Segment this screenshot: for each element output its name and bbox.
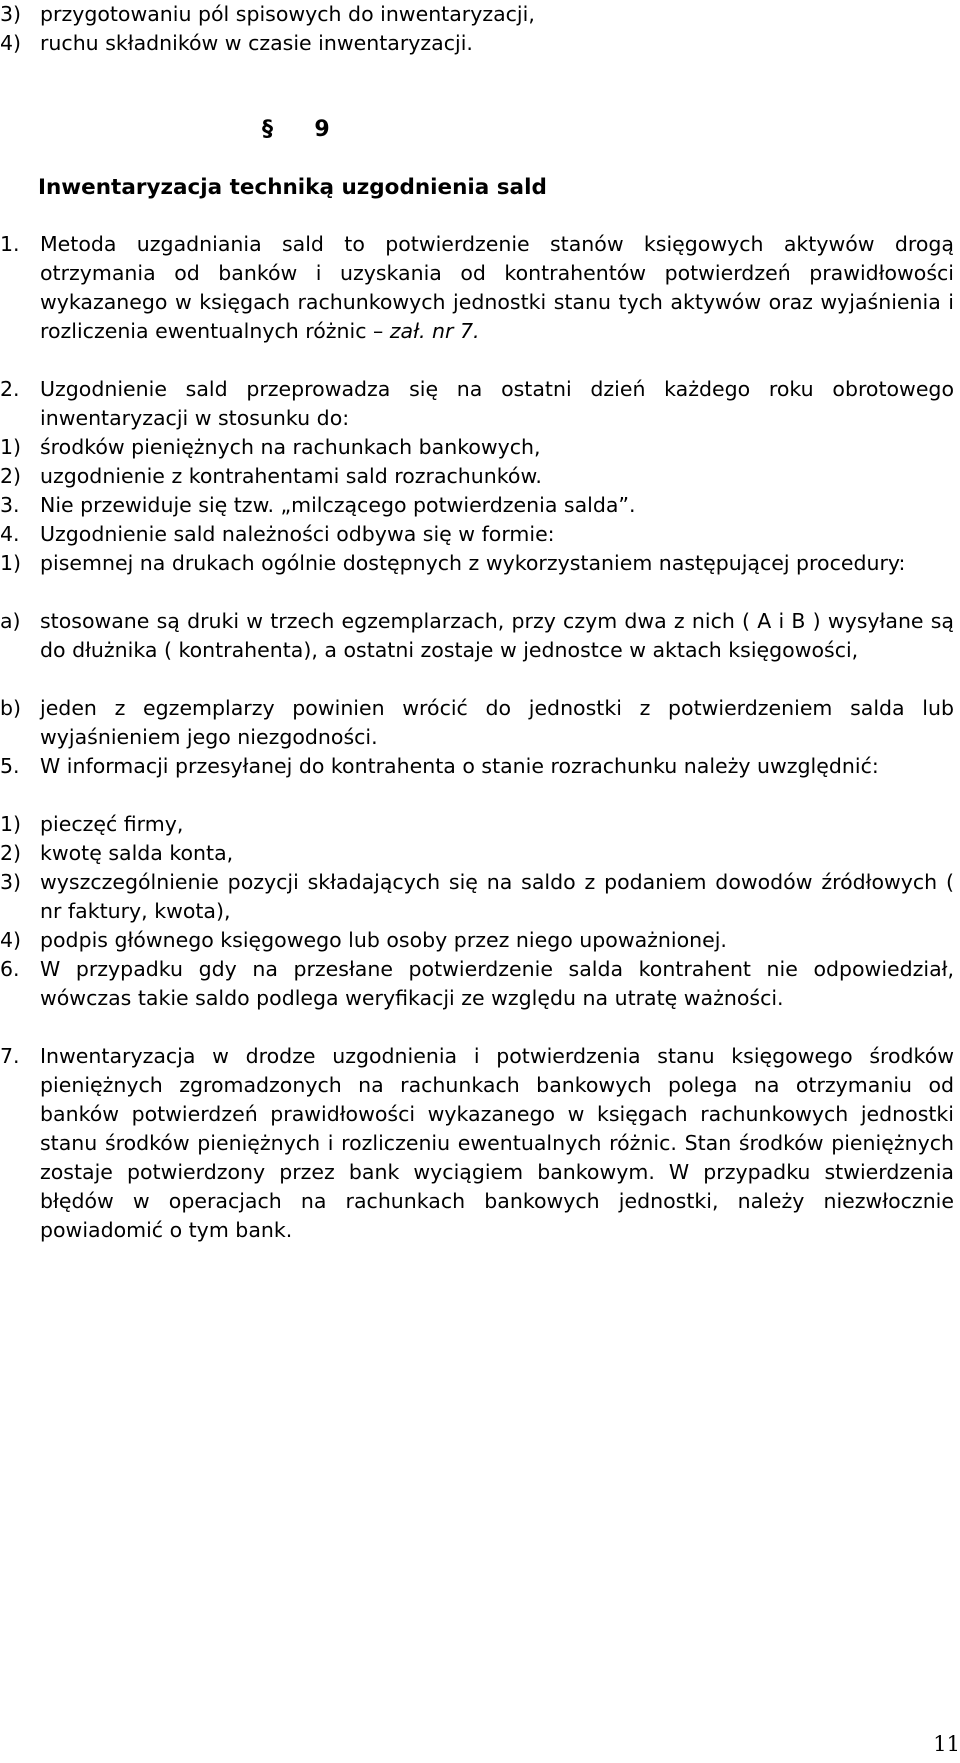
item-number: 4. — [0, 522, 20, 546]
item-number: 1) — [0, 551, 22, 575]
section-symbol: § — [262, 117, 273, 142]
item-number: 1) — [0, 812, 22, 836]
item-text: W przypadku gdy na przesłane potwierdzenie salda kontrahent nie odpowiedział, wówczas takie saldo podlega weryfikacji ze względu na utratę ważności. — [40, 957, 954, 1010]
item-number: 3. — [0, 493, 20, 517]
section-number: 9 — [314, 117, 330, 142]
item-text: Uzgodnienie sald przeprowadza się na ostatni dzień każdego roku obrotowego inwentaryzacji w stosunku do: — [40, 377, 954, 430]
item-text: pieczęć firmy, — [40, 812, 184, 836]
item-text: wyszczególnienie pozycji składających się na saldo z podaniem dowodów źródłowych ( nr faktury, kwota), — [40, 870, 954, 923]
item-text: jeden z egzemplarzy powinien wrócić do jednostki z potwierdzeniem salda lub wyjaśnieniem jego niezgodności. — [40, 696, 954, 749]
item-number: 5. — [0, 754, 20, 778]
item-number: 1. — [0, 232, 20, 256]
item-number: 3) — [0, 870, 22, 894]
item-text: Nie przewiduje się tzw. „milczącego potwierdzenia salda”. — [40, 493, 636, 517]
item-text: przygotowaniu pól spisowych do inwentaryzacji, — [40, 2, 535, 26]
item-number: 7. — [0, 1044, 20, 1068]
item-text: Uzgodnienie sald należności odbywa się w formie: — [40, 522, 555, 546]
item-text: Metoda uzgadniania sald to potwierdzenie stanów księgowych aktywów drogą otrzymania od banków i uzyskania od kontrahentów potwierdzeń prawidłowości wykazanego w księgach rachunkowych jednostki stanu tych aktywów oraz wyjaśnienia i rozliczenia ewentualnych różnic – zał. nr 7. — [40, 232, 954, 343]
item-number: 2. — [0, 377, 20, 401]
item-number: 4) — [0, 928, 22, 952]
section-heading — [262, 115, 960, 144]
item-text: Inwentaryzacja w drodze uzgodnienia i potwierdzenia stanu księgowego środków pieniężnych zgromadzonych na rachunkach bankowych polega na otrzymaniu od banków potwierdzeń prawidłowości wykazanego w księgach rachunkowych jednostki stanu środków pieniężnych i rozliczeniu ewentualnych różnic. Stan środków pieniężnych zostaje potwierdzony przez bank wyciągiem bankowym. W przypadku stwierdzenia błędów w operacjach na rachunkach bankowych jednostki, należy niezwłocznie powiadomić o tym bank. — [40, 1044, 954, 1242]
item-number: 1) — [0, 435, 22, 459]
item-text: stosowane są druki w trzech egzemplarzach, przy czym dwa z nich ( A i B ) wysyłane są do dłużnika ( kontrahenta), a ostatni zostaje w jednostce w aktach księgowości, — [40, 609, 954, 662]
section-title: Inwentaryzacja techniką uzgodnienia sald — [38, 175, 547, 200]
item-number: b) — [0, 696, 22, 720]
item-number: 3) — [0, 2, 22, 26]
item-text: kwotę salda konta, — [40, 841, 234, 865]
item-text: W informacji przesyłanej do kontrahenta o stanie rozrachunku należy uwzględnić: — [40, 754, 879, 778]
item-number: 6. — [0, 957, 20, 981]
item-text: podpis głównego księgowego lub osoby przez niego upoważnionej. — [40, 928, 727, 952]
item-text: środków pieniężnych na rachunkach bankowych, — [40, 435, 541, 459]
item-number: 2) — [0, 841, 22, 865]
item-text: uzgodnienie z kontrahentami sald rozrachunków. — [40, 464, 542, 488]
item-number: a) — [0, 609, 21, 633]
item-text: pisemnej na drukach ogólnie dostępnych z wykorzystaniem następującej procedury: — [40, 551, 906, 575]
page-number: 11 — [933, 1732, 960, 1756]
item-text: ruchu składników w czasie inwentaryzacji. — [40, 31, 473, 55]
item-number: 2) — [0, 464, 22, 488]
attachment-reference: zał. nr 7. — [389, 319, 480, 343]
item-number: 4) — [0, 31, 22, 55]
